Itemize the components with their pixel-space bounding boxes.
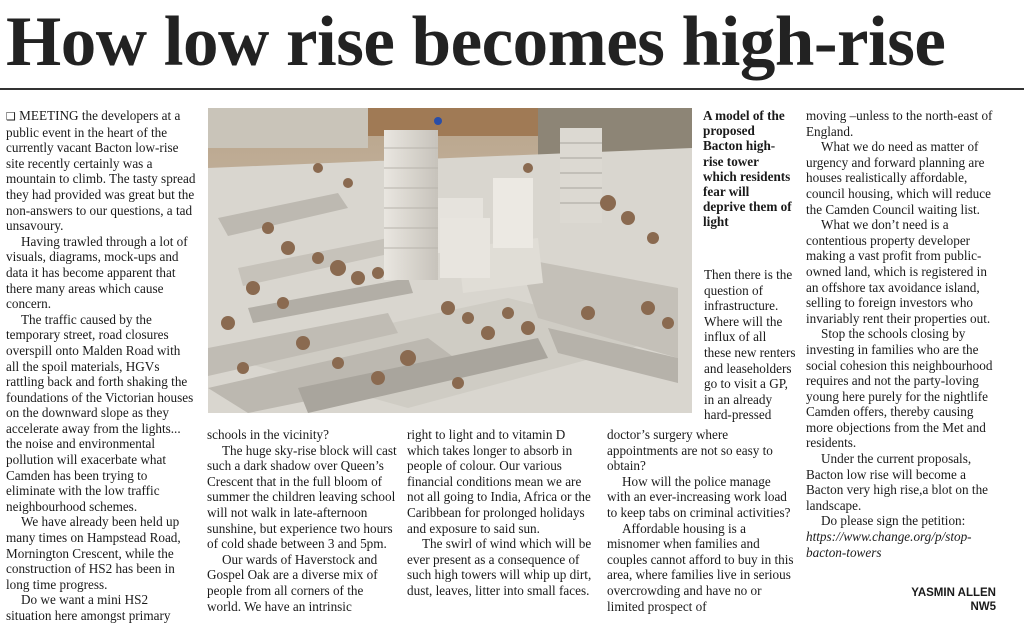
paragraph: schools in the vicinity? (207, 427, 329, 442)
paragraph: Our wards of Haverstock and Gospel Oak are a diverse mix of people from all corners of the world. We have an intrinsic (207, 551, 378, 614)
byline (911, 586, 996, 614)
author-name: YASMIN ALLEN (911, 587, 996, 599)
paragraph: doctor’s surgery where appointments are not so easy to obtain? (607, 427, 773, 474)
paragraph: The huge sky-rise block will cast such a dark shadow over Queen’s Crescent that in the full bloom of summer the children leaving school will not walk in late-afternoon sunshine, but experience two hours of cold shade between 3 and 5pm. (207, 442, 397, 552)
lead-word: MEETING (19, 108, 79, 123)
paragraph-text: the developers at a public event in the heart of the currently vacant Bacton low-rise site recently certainly was a mountain to climb. The tasty spread they had provided was great but the non-answers to our questions, a tad unsavoury. (6, 108, 196, 234)
paragraph: Under the current proposals, Bacton low rise will become a Bacton very high rise,a blot on the landscape. (806, 451, 989, 513)
column-4-bottom (607, 427, 797, 614)
paragraph: The traffic caused by the temporary street, road closures overspill onto Malden Road with all the spoil materials, HGVs rattling back and forth shaking the foundations of the Victorian houses on the downward slope as they accelerate away from the lights... the noise and environmental pollution will exacerbate what Camden has been trying to eliminate with the low traffic neighbourhood schemes. (6, 311, 194, 514)
paragraph: We have already been held up many times on Hampstead Road, Mornington Crescent, while the construction of HS2 has been in long time progress. (6, 514, 181, 592)
paragraph: Do we want a mini HS2 situation here amongst primary (6, 592, 171, 623)
header-rule (0, 88, 1024, 90)
checkbox-icon: ❑ (6, 110, 16, 123)
column-4-top (704, 267, 796, 423)
paragraph: Affordable housing is a misnomer when families and couples cannot afford to buy in this area, where families live in serious overcrowding and have no or limited prospect of (607, 520, 794, 614)
paragraph: What we do need as matter of urgency and forward planning are houses realistically affordable, council housing, which will reduce the Camden Council waiting list. (806, 139, 991, 217)
column-1 (6, 108, 196, 624)
headline: How low rise becomes high-rise (6, 3, 946, 81)
author-area: NW5 (970, 601, 996, 613)
petition-link[interactable]: https://www.change.org/p/stop-bacton-towers (806, 529, 972, 560)
architectural-model-image (208, 108, 692, 413)
column-3 (407, 427, 599, 599)
paragraph: right to light and to vitamin D which takes longer to absorb in people of colour. Our various financial conditions mean we are not all going to India, Africa or the Caribbean for prolonged holidays and exposure to said sun. (407, 427, 591, 536)
column-2 (207, 427, 397, 614)
paragraph: Do please sign the petition: (821, 513, 966, 529)
paragraph: Stop the schools closing by investing in families who are the social cohesion this neighbourhood requires and not the party-loving young here purely for the nightlife Camden offers, thereby causing more objections from the Met and residents. (806, 326, 993, 451)
paragraph: How will the police manage with an ever-increasing work load to keep tabs on criminal activities? (607, 473, 791, 520)
model-photo (208, 108, 692, 413)
paragraph: Having trawled through a lot of visuals, diagrams, mock-ups and data it has become apparent that there many areas which cause concern. (6, 233, 188, 312)
column-5 (806, 108, 996, 560)
paragraph: Then there is the question of infrastructure. Where will the influx of all these new renters and leaseholders go to visit a GP, in an already hard-pressed (704, 267, 796, 423)
paragraph: The swirl of wind which will be ever present as a consequence of such high towers will whip up dirt, dust, leaves, litter into small faces. (407, 536, 592, 598)
paragraph (6, 108, 196, 234)
paragraph (806, 529, 996, 560)
photo-caption: A model of the proposed Bacton high-rise tower which residents fear will deprive them of light (703, 108, 792, 230)
paragraph: What we don’t need is a contentious property developer making a vast profit from public-owned land, which is registered in an offshore tax avoidance island, selling to foreign investors who invariably rent their properties out. (806, 217, 991, 326)
paragraph: moving –unless to the north-east of England. (806, 108, 993, 139)
